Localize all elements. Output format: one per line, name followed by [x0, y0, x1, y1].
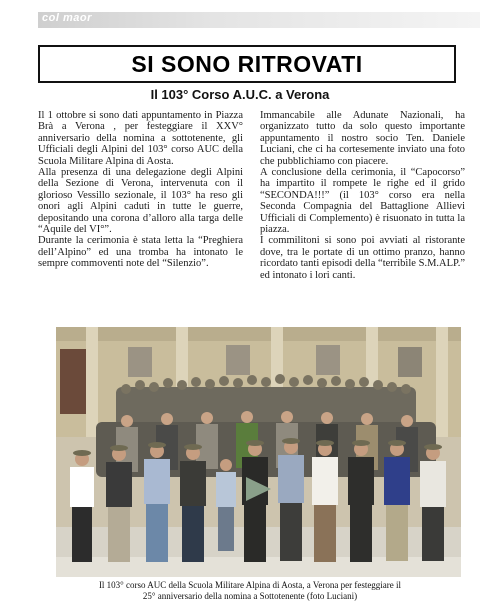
paragraph: Immancabile alle Adunate Nazionali, ha organizzato tutto da solo questo importante appuntamento il nostro socio Ten. Daniele Luciani, che ci ha cortesemente inviato una foto che pubblichiamo con piacere.: [260, 110, 465, 167]
group-photo: [56, 327, 461, 577]
paragraph: A conclusione della cerimonia, il “Capocorso” ha impartito il rompete le righe ed il grido “SECONDA!!!” (il 103° corso era nella Seconda Compagnia del Battaglione Allievi Ufficiali di Complemento) è risuonato in tutta la piazza.: [260, 167, 465, 236]
header-bar: [38, 12, 480, 28]
paragraph: Durante la cerimonia è stata letta la “Preghiera dell’Alpino” ed una tromba ha intonato le sempre commoventi note del “Silenzio”.: [38, 235, 243, 270]
right-column: [260, 110, 465, 281]
section-label: col maor: [42, 12, 92, 24]
paragraph: I commilitoni si sono poi avviati al ristorante dove, tra le portate di un ottimo pranzo, hanno ricordato tanti episodi della “terribile S.M.ALP.” ed intonato i lori canti.: [260, 235, 465, 281]
caption-line-1: Il 103° corso AUC della Scuola Militare Alpina di Aosta, a Verona per festeggiare il: [98, 580, 402, 590]
photo-caption: [30, 580, 470, 601]
paragraph: Il 1 ottobre si sono dati appuntamento in Piazza Brà a Verona , per festeggiare il XXV° anniversario della nomina a sottotenente, gli Ufficiali degli Alpini del 103° corso AUC della Scuola Militare Alpina di Aosta.: [38, 110, 243, 167]
paragraph: Alla presenza di una delegazione degli Alpini della Sezione di Verona, intervenuta con il glorioso Vessillo sezionale, il 103° ha reso gli onori agli Alpini caduti in tutte le guerre, depositando una corona d’alloro alla targa delle “Aquile del VI°”.: [38, 167, 243, 236]
caption-line-2: 25° anniversario della nomina a Sottotenente (foto Luciani): [142, 590, 358, 601]
title-box: [38, 45, 456, 83]
article-subtitle: Il 103° Corso A.U.C. a Verona: [150, 87, 330, 102]
left-column: [38, 110, 243, 270]
group-photo-illustration: [56, 327, 461, 577]
article-title: SI SONO RITROVATI: [131, 50, 363, 77]
